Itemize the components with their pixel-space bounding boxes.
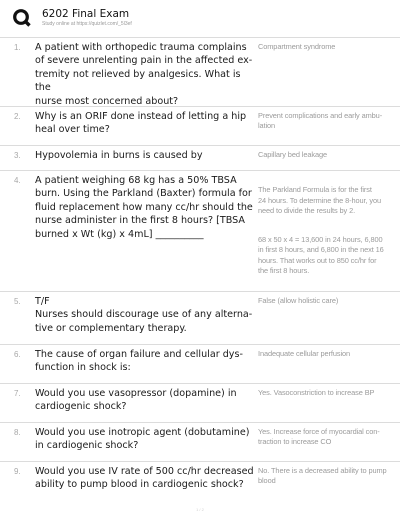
card-question: Hypovolemia in burns is caused by xyxy=(35,150,203,161)
card-answer: Compartment syndrome xyxy=(258,42,336,51)
card-number: 2. xyxy=(14,112,21,121)
card-question: T/F Nurses should discourage use of any alterna- tive or complementary therapy. xyxy=(35,296,253,334)
flashcard-row xyxy=(0,383,400,413)
card-answer: Yes. Increase force of myocardial con- traction to increase CO xyxy=(258,427,380,447)
card-answer-part: The Parkland Formula is for the first 24 hours. To determine the 8-hour, you need to divide the results by 2. xyxy=(258,185,382,216)
card-answer: Inadequate cellular perfusion xyxy=(258,349,351,358)
card-answer: Prevent complications and early ambu- lation xyxy=(258,111,383,131)
flashcard-row xyxy=(0,291,400,334)
flashcard-row xyxy=(0,344,400,374)
flashcard-row xyxy=(0,37,400,107)
card-question: The cause of organ failure and cellular dys- function in shock is: xyxy=(35,349,243,374)
flashcard-row xyxy=(0,461,400,491)
card-question: Would you use inotropic agent (dobutamine) in cardiogenic shock? xyxy=(35,427,250,452)
card-answer: Yes. Vasoconstriction to increase BP xyxy=(258,388,375,397)
card-answer-calculation: 68 x 50 x 4 = 13,600 in 24 hours, 6,800 in first 8 hours, and 6,800 in the next 16 hours. That works out to 850 cc/hr for the first 8 hours. xyxy=(258,235,384,276)
card-question: Would you use IV rate of 500 cc/hr decreased ability to pump blood in cardiogenic shock? xyxy=(35,466,254,491)
card-question: Would you use vasopressor (dopamine) in cardiogenic shock? xyxy=(35,388,237,413)
card-answer: No. There is a decreased ability to pump blood xyxy=(258,466,387,486)
document-title: 6202 Final Exam xyxy=(42,8,130,20)
flashcard-row xyxy=(0,145,400,161)
card-number: 1. xyxy=(14,43,21,52)
card-number: 3. xyxy=(14,151,21,160)
card-number: 9. xyxy=(14,467,21,476)
document-subtitle: Study online at https://quizlet.com/_5l3ef xyxy=(42,21,132,27)
flashcard-row xyxy=(0,106,400,136)
card-number: 5. xyxy=(14,297,21,306)
card-question: Why is an ORIF done instead of letting a hip heal over time? xyxy=(35,111,247,136)
card-number: 7. xyxy=(14,389,21,398)
page-number: 1 / 2 xyxy=(196,507,204,512)
card-question: A patient weighing 68 kg has a 50% TBSA burn. Using the Parkland (Baxter) formula for fluid replacement how many cc/hr should the nurse administer in the first 8 hours? [TBSA burned x Wt (kg) x 4mL] __________ xyxy=(35,175,253,240)
quizlet-logo-icon xyxy=(12,8,32,28)
card-answer xyxy=(258,175,394,287)
card-number: 6. xyxy=(14,350,21,359)
card-number: 4. xyxy=(14,176,21,185)
flashcard-row xyxy=(0,170,400,276)
document-header xyxy=(12,8,132,32)
card-question: A patient with orthopedic trauma complains of severe unrelenting pain in the affected ex- tremity not relieved by analgesics. What is the nurse most concerned about? xyxy=(35,42,253,107)
card-answer: False (allow holistic care) xyxy=(258,296,339,305)
flashcard-row xyxy=(0,422,400,452)
card-answer: Capillary bed leakage xyxy=(258,150,327,159)
card-number: 8. xyxy=(14,428,21,437)
